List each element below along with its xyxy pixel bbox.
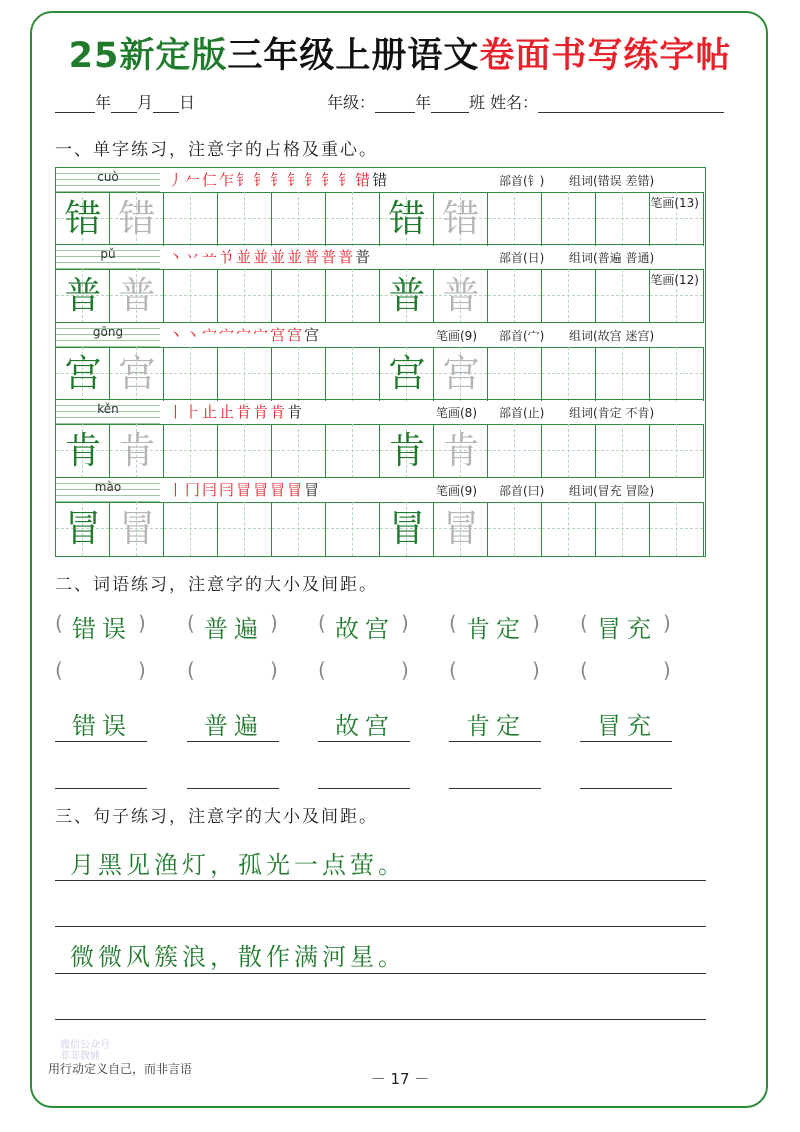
word-trace: 错误	[72, 615, 132, 643]
writing-cell[interactable]	[164, 502, 218, 556]
radical-label: 部首(日)	[499, 251, 545, 266]
paren-close: )	[663, 658, 671, 682]
writing-cell[interactable]	[488, 347, 542, 401]
writing-cell[interactable]	[272, 192, 326, 246]
stroke-step: 普	[321, 248, 339, 267]
stroke-order	[168, 479, 321, 500]
char-unit-2	[56, 245, 704, 322]
paren-close: )	[270, 611, 278, 635]
radical-label: 部首(止)	[499, 406, 545, 421]
trace-character: 普	[118, 274, 156, 318]
word-trace: 故宫	[335, 615, 395, 643]
writing-cell[interactable]	[542, 424, 596, 478]
writing-cell[interactable]	[218, 192, 272, 246]
stroke-count: 笔画(12)	[650, 273, 699, 288]
writing-cell[interactable]	[650, 502, 704, 556]
writing-cell[interactable]	[56, 192, 110, 246]
stroke-step: 宀	[253, 325, 271, 344]
sentence-model: 月黑见渔灯，孤光一点萤。	[70, 851, 406, 879]
stroke-step: 普	[355, 248, 373, 267]
stroke-step: 肯	[253, 403, 271, 422]
stroke-step: 宫	[287, 325, 305, 344]
pinyin-label: cuò	[97, 170, 119, 184]
stroke-step: 冃	[219, 480, 237, 499]
stroke-step: 並	[287, 248, 305, 267]
writing-cell[interactable]	[110, 192, 164, 246]
paren-open: (	[580, 658, 588, 682]
radical-label: 部首(钅)	[499, 174, 545, 188]
stroke-step: 止	[219, 403, 237, 422]
word-model: 错误	[72, 712, 132, 740]
stroke-order	[168, 169, 389, 190]
word-writing-line[interactable]	[187, 741, 279, 742]
writing-cell[interactable]	[596, 424, 650, 478]
stroke-step: 错	[355, 171, 373, 189]
writing-cell[interactable]	[272, 502, 326, 556]
paren-close: )	[138, 611, 146, 635]
paren-close: )	[401, 611, 409, 635]
writing-cell[interactable]	[272, 347, 326, 401]
page-title	[0, 28, 800, 78]
stroke-order	[168, 246, 372, 267]
paren-close: )	[401, 658, 409, 682]
word-model: 故宫	[335, 712, 395, 740]
model-character: 错	[64, 197, 102, 240]
model-character: 冒	[388, 506, 426, 550]
char-unit-3	[56, 323, 704, 400]
char-unit-4	[56, 400, 704, 477]
stroke-step: 並	[253, 248, 271, 267]
radical-label: 部首(宀)	[499, 328, 545, 343]
stroke-step: 仁	[202, 171, 220, 189]
radical-label: 部首(曰)	[499, 483, 545, 498]
writing-cell[interactable]	[542, 347, 596, 401]
writing-cell[interactable]	[326, 502, 380, 556]
trace-character: 宫	[118, 351, 156, 395]
sentence-model: 微微风簇浪，散作满河星。	[70, 943, 406, 971]
pinyin-label: pǔ	[100, 247, 116, 262]
trace-character: 肯	[442, 429, 480, 473]
sentence-writing-line[interactable]	[55, 926, 706, 927]
stroke-step: 丿	[168, 171, 186, 189]
paren-open: (	[55, 611, 63, 635]
char-unit-1	[56, 168, 704, 245]
model-character: 肯	[64, 429, 102, 473]
stroke-step: 钅	[321, 171, 339, 189]
char-unit-5	[56, 478, 704, 555]
writing-cell[interactable]	[218, 424, 272, 478]
sentence-writing-line[interactable]	[55, 1019, 706, 1020]
section-2-heading: 二、词语练习，注意字的大小及间距。	[55, 575, 378, 595]
word-writing-line[interactable]	[55, 741, 147, 742]
writing-cell[interactable]	[596, 192, 650, 246]
stroke-step: 肯	[287, 403, 305, 422]
stroke-step: 宀	[219, 325, 237, 344]
writing-cell[interactable]	[56, 347, 110, 401]
writing-cell[interactable]	[326, 424, 380, 478]
paren-open: (	[318, 658, 326, 682]
title-subject: 三年级上册语文	[227, 36, 480, 76]
model-character: 错	[388, 197, 426, 240]
paren-close: )	[138, 658, 146, 682]
writing-cell[interactable]	[56, 269, 110, 323]
paren-open: (	[449, 658, 457, 682]
trace-character: 错	[442, 197, 480, 240]
pinyin-label: gōng	[92, 324, 124, 339]
stroke-step: 𠂉	[185, 171, 203, 189]
pinyin-row	[56, 168, 704, 193]
sentence-writing-line[interactable]	[55, 880, 706, 881]
writing-cell[interactable]	[272, 424, 326, 478]
sentence-writing-line[interactable]	[55, 973, 706, 974]
student-info-line	[55, 90, 755, 112]
stroke-step: 钅	[236, 171, 254, 189]
word-writing-line[interactable]	[187, 788, 279, 789]
stroke-step: 冒	[304, 480, 322, 499]
paren-open: (	[449, 611, 457, 635]
title-type: 卷面书写练字帖	[479, 36, 732, 76]
writing-cell[interactable]	[110, 424, 164, 478]
stroke-count: 笔画(8)	[436, 406, 477, 421]
stroke-step: 丷	[185, 248, 203, 267]
example-words: 组词(故宫 迷宫)	[569, 328, 655, 343]
stroke-step: 钅	[338, 171, 356, 189]
word-writing-line[interactable]	[449, 741, 541, 742]
page-number: － 17 －	[370, 1070, 430, 1088]
stroke-step: 並	[270, 248, 288, 267]
writing-cell[interactable]	[326, 347, 380, 401]
model-character: 普	[388, 274, 426, 318]
model-character: 肯	[388, 429, 426, 473]
paren-close: )	[532, 611, 540, 635]
stroke-step: ⺊	[185, 403, 203, 422]
writing-cell[interactable]	[542, 269, 596, 323]
stroke-step: 冃	[202, 480, 220, 499]
model-character: 宫	[64, 351, 102, 395]
stroke-step: 肯	[236, 403, 254, 422]
stroke-order	[168, 401, 304, 422]
example-words: 组词(冒充 冒险)	[569, 483, 655, 498]
paren-close: )	[663, 611, 671, 635]
writing-cell[interactable]	[326, 269, 380, 323]
stroke-step: 丨	[168, 480, 186, 499]
writing-cell[interactable]	[380, 192, 434, 246]
pinyin-row	[56, 245, 704, 270]
stroke-count: 笔画(13)	[650, 196, 699, 210]
stroke-step: 丶	[185, 325, 203, 344]
paren-close: )	[270, 658, 278, 682]
stroke-step: 普	[338, 248, 356, 267]
paren-open: (	[580, 611, 588, 635]
writing-cell[interactable]	[488, 502, 542, 556]
trace-character: 错	[118, 197, 156, 240]
writing-cell[interactable]	[56, 502, 110, 556]
writing-cell[interactable]	[434, 269, 488, 323]
word-trace: 肯定	[466, 615, 526, 643]
writing-cell[interactable]	[488, 269, 542, 323]
trace-character: 冒	[118, 506, 156, 550]
pinyin-row	[56, 400, 704, 425]
writing-cell[interactable]	[164, 192, 218, 246]
title-edition: 25新定版	[68, 36, 228, 76]
writing-cell[interactable]	[380, 347, 434, 401]
writing-cell[interactable]	[542, 192, 596, 246]
stroke-step: 止	[202, 403, 220, 422]
example-words: 组词(肯定 不肯)	[569, 406, 655, 421]
stroke-step: 钅	[270, 171, 288, 189]
writing-cell[interactable]	[326, 192, 380, 246]
example-words: 组词(普遍 普通)	[569, 251, 655, 266]
stroke-step: 错	[372, 171, 390, 189]
writing-cell[interactable]	[380, 269, 434, 323]
writing-cell[interactable]	[56, 424, 110, 478]
stroke-count: 笔画(9)	[436, 328, 477, 343]
paren-open: (	[318, 611, 326, 635]
word-trace: 普遍	[204, 615, 264, 643]
stroke-step: 宫	[304, 325, 322, 344]
trace-character: 肯	[118, 429, 156, 473]
writing-cell[interactable]	[218, 347, 272, 401]
paren-open: (	[55, 658, 63, 682]
stroke-order	[168, 324, 321, 345]
word-writing-line[interactable]	[318, 788, 410, 789]
trace-character: 普	[442, 274, 480, 318]
stroke-step: 肯	[270, 403, 288, 422]
stroke-step: 宀	[236, 325, 254, 344]
section-3-heading: 三、句子练习，注意字的大小及间距。	[55, 807, 378, 827]
writing-cell[interactable]	[650, 347, 704, 401]
stroke-step: 钅	[304, 171, 322, 189]
stroke-step: 宫	[270, 325, 288, 344]
writing-cell[interactable]	[596, 269, 650, 323]
stroke-step: 宀	[202, 325, 220, 344]
stroke-step: 乍	[219, 171, 237, 189]
writing-cell[interactable]	[650, 269, 704, 323]
writing-cell[interactable]	[218, 502, 272, 556]
writing-cell[interactable]	[110, 502, 164, 556]
word-model: 冒充	[597, 712, 657, 740]
stroke-step: 丨	[168, 403, 186, 422]
writing-cell[interactable]	[380, 424, 434, 478]
trace-character: 冒	[442, 506, 480, 550]
writing-cell[interactable]	[164, 269, 218, 323]
stroke-step: 丶	[168, 248, 186, 267]
stroke-step: 冒	[236, 480, 254, 499]
writing-cell[interactable]	[650, 424, 704, 478]
paren-close: )	[532, 658, 540, 682]
writing-cell[interactable]	[596, 502, 650, 556]
stroke-step: 兯	[219, 248, 237, 267]
grade-class-field: 年级： 年 班 姓名：	[327, 90, 724, 113]
writing-cell[interactable]	[434, 502, 488, 556]
stroke-step: 䒑	[202, 248, 220, 267]
writing-cell[interactable]	[218, 269, 272, 323]
writing-cell[interactable]	[542, 502, 596, 556]
writing-cell[interactable]	[164, 424, 218, 478]
writing-cell[interactable]	[110, 269, 164, 323]
pinyin-row	[56, 478, 704, 503]
character-practice-grid	[55, 167, 706, 557]
word-writing-line[interactable]	[580, 788, 672, 789]
footer-quote: 用行动定义自己，而非言语	[48, 1062, 193, 1076]
date-field: 年 月 日	[55, 90, 195, 113]
word-writing-line[interactable]	[318, 741, 410, 742]
stroke-step: 並	[236, 248, 254, 267]
model-character: 宫	[388, 351, 426, 395]
word-model: 肯定	[466, 712, 526, 740]
writing-cell[interactable]	[650, 192, 704, 246]
example-words: 组词(错误 差错)	[569, 174, 655, 188]
stroke-step: 普	[304, 248, 322, 267]
stroke-step: 钅	[287, 171, 305, 189]
writing-cell[interactable]	[110, 347, 164, 401]
stroke-step: 丶	[168, 325, 186, 344]
writing-cell[interactable]	[434, 347, 488, 401]
model-character: 冒	[64, 506, 102, 550]
pinyin-label: mào	[94, 479, 122, 494]
writing-cell[interactable]	[596, 347, 650, 401]
word-writing-line[interactable]	[55, 788, 147, 789]
stroke-step: 冒	[253, 480, 271, 499]
paren-open: (	[187, 611, 195, 635]
pinyin-row	[56, 323, 704, 348]
writing-cell[interactable]	[380, 502, 434, 556]
word-writing-line[interactable]	[449, 788, 541, 789]
writing-cell[interactable]	[488, 424, 542, 478]
writing-cell[interactable]	[488, 192, 542, 246]
writing-cell[interactable]	[434, 192, 488, 246]
paren-open: (	[187, 658, 195, 682]
model-character: 普	[64, 274, 102, 318]
watermark: 微信公众号 菲菲教辅	[60, 1040, 110, 1062]
stroke-step: 冒	[270, 480, 288, 499]
writing-cell[interactable]	[272, 269, 326, 323]
stroke-step: 冂	[185, 480, 203, 499]
section-1-heading: 一、单字练习，注意字的占格及重心。	[55, 140, 378, 160]
writing-cell[interactable]	[434, 424, 488, 478]
word-trace: 冒充	[597, 615, 657, 643]
stroke-step: 冒	[287, 480, 305, 499]
stroke-step: 钅	[253, 171, 271, 189]
word-model: 普遍	[204, 712, 264, 740]
stroke-count: 笔画(9)	[436, 483, 477, 498]
writing-cell[interactable]	[164, 347, 218, 401]
trace-character: 宫	[442, 351, 480, 395]
word-writing-line[interactable]	[580, 741, 672, 742]
pinyin-label: kěn	[97, 402, 119, 417]
